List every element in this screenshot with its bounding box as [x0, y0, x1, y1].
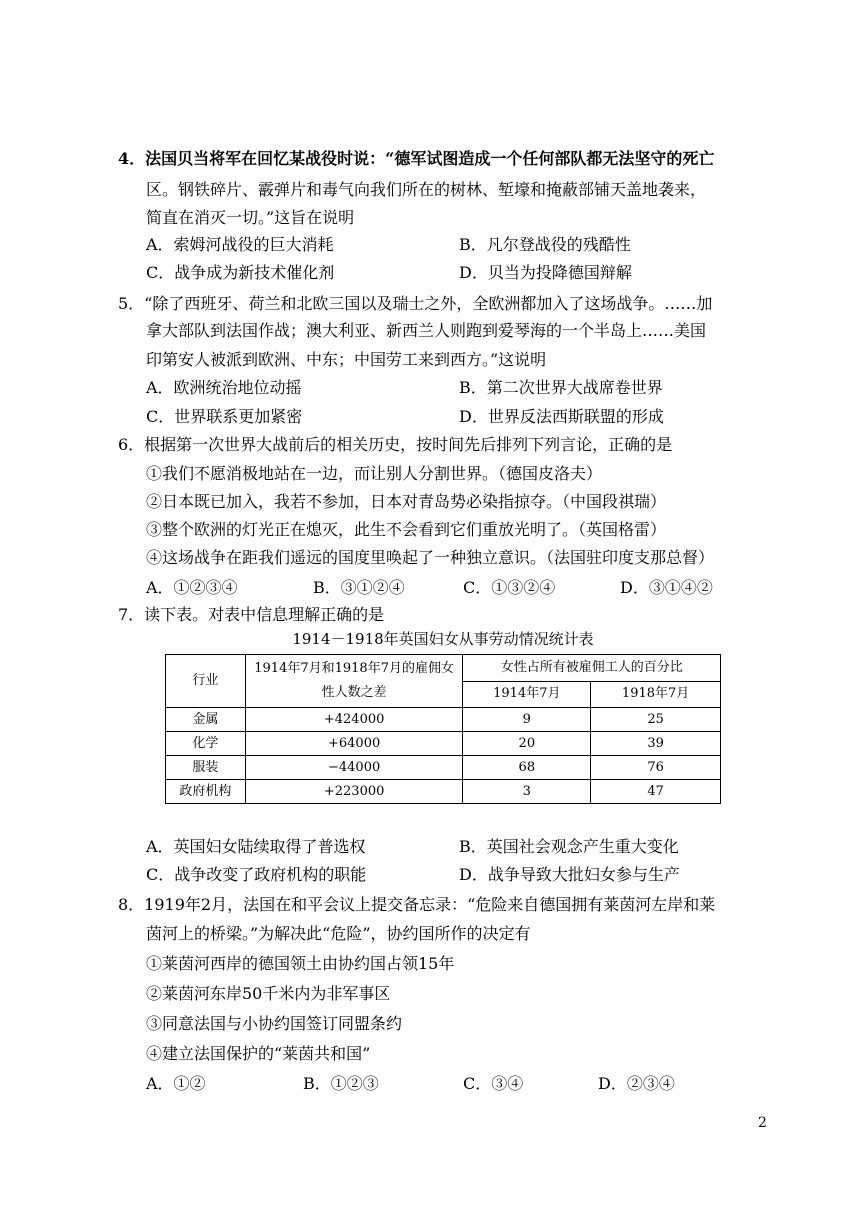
cell-pct-1914: 20	[463, 732, 591, 756]
q5-option-b: B．第二次世界大战席卷世界	[459, 378, 663, 397]
cell-industry: 服装	[166, 756, 246, 780]
q6-statement-4: ④这场战争在距我们遥远的国度里唤起了一种独立意识。（法国驻印度支那总督）	[146, 548, 715, 567]
q6-option-c: C．①③②④	[463, 578, 556, 597]
q4-option-a: A．索姆河战役的巨大消耗	[146, 235, 334, 254]
cell-pct-1914: 3	[463, 780, 591, 804]
q7-option-d: D．战争导致大批妇女参与生产	[459, 865, 680, 884]
q6-stem: 6．根据第一次世界大战前后的相关历史，按时间先后排列下列言论，正确的是	[118, 435, 673, 454]
cell-diff: +64000	[245, 732, 463, 756]
q4-option-d: D．贝当为投降德国辩解	[459, 263, 632, 282]
cell-industry: 化学	[166, 732, 246, 756]
cell-diff: +424000	[245, 708, 463, 732]
q5-option-c: C．世界联系更加紧密	[146, 407, 303, 426]
cell-diff: +223000	[245, 780, 463, 804]
q6-option-d: D．③①④②	[620, 578, 713, 597]
q8-statement-1: ①莱茵河西岸的德国领土由协约国占领15年	[146, 954, 455, 973]
q4-option-b: B．凡尔登战役的残酷性	[459, 235, 631, 254]
header-jul-1914: 1914年7月	[463, 681, 591, 708]
q8-stem-line-2: 茵河上的桥梁。”为解决此“危险”，协约国所作的决定有	[146, 924, 531, 943]
q7-option-c: C．战争改变了政府机构的职能	[146, 865, 367, 884]
q8-option-d: D．②③④	[598, 1074, 675, 1093]
q8-option-b: B．①②③	[303, 1074, 379, 1093]
q6-statement-2: ②日本既已加入，我若不参加，日本对青岛势必染指掠夺。（中国段祺瑞）	[146, 492, 667, 511]
cell-pct-1918: 39	[591, 732, 721, 756]
q5-stem-line-3: 印第安人被派到欧洲、中东；中国劳工来到西方。”这说明	[146, 350, 547, 369]
q4-stem-line-3: 简直在消灭一切。”这旨在说明	[146, 208, 355, 227]
q6-option-b: B．③①②④	[313, 578, 405, 597]
cell-pct-1914: 68	[463, 756, 591, 780]
page-number: 2	[758, 1115, 767, 1131]
q6-statement-3: ③整个欧洲的灯光正在熄灭，此生不会看到它们重放光明了。（英国格雷）	[146, 520, 667, 539]
q8-statement-2: ②莱茵河东岸50千米内为非军事区	[146, 984, 391, 1003]
q8-statement-4: ④建立法国保护的“莱茵共和国”	[146, 1044, 371, 1063]
q4-option-c: C．战争成为新技术催化剂	[146, 263, 335, 282]
cell-pct-1918: 25	[591, 708, 721, 732]
labor-statistics-table	[165, 654, 721, 804]
q8-stem-line-1: 8．1919年2月，法国在和平会议上提交备忘录：“危险来自德国拥有莱茵河左岸和莱	[118, 895, 716, 914]
header-percent: 女性占所有被雇佣工人的百分比	[463, 655, 721, 682]
cell-industry: 金属	[166, 708, 246, 732]
cell-pct-1914: 9	[463, 708, 591, 732]
table-row	[166, 756, 721, 780]
q5-stem-line-2: 拿大部队到法国作战；澳大利亚、新西兰人则跑到爱琴海的一个半岛上……美国	[146, 321, 707, 340]
header-diff: 1914年7月和1918年7月的雇佣女性人数之差	[245, 655, 463, 708]
q6-statement-1: ①我们不愿消极地站在一边，而让别人分割世界。（德国皮洛夫）	[146, 464, 603, 483]
header-jul-1918: 1918年7月	[591, 681, 721, 708]
cell-diff: −44000	[245, 756, 463, 780]
q8-statement-3: ③同意法国与小协约国签订同盟条约	[146, 1014, 403, 1033]
q4-stem-line-1: 4．法国贝当将军在回忆某战役时说：“德军试图造成一个任何部队都无法坚守的死亡	[118, 149, 715, 168]
table-row	[166, 732, 721, 756]
q8-option-a: A．①②	[146, 1074, 206, 1093]
table-title: 1914－1918年英国妇女从事劳动情况统计表	[292, 630, 594, 648]
q5-stem-line-1: 5．“除了西班牙、荷兰和北欧三国以及瑞士之外，全欧洲都加入了这场战争。……加	[118, 294, 713, 313]
cell-industry: 政府机构	[166, 780, 246, 804]
cell-pct-1918: 47	[591, 780, 721, 804]
q4-stem-line-2: 区。钢铁碎片、霰弹片和毒气向我们所在的树林、堑壕和掩蔽部铺天盖地袭来，	[146, 180, 707, 199]
cell-pct-1918: 76	[591, 756, 721, 780]
q7-option-b: B．英国社会观念产生重大变化	[459, 837, 679, 856]
q6-option-a: A．①②③④	[146, 578, 238, 597]
q7-stem: 7．读下表。对表中信息理解正确的是	[118, 605, 385, 624]
q8-option-c: C．③④	[463, 1074, 524, 1093]
table-row	[166, 780, 721, 804]
q5-option-d: D．世界反法西斯联盟的形成	[459, 407, 664, 426]
table-row	[166, 708, 721, 732]
q5-option-a: A．欧洲统治地位动摇	[146, 378, 302, 397]
header-industry: 行业	[166, 655, 246, 708]
q7-option-a: A．英国妇女陆续取得了普选权	[146, 837, 366, 856]
